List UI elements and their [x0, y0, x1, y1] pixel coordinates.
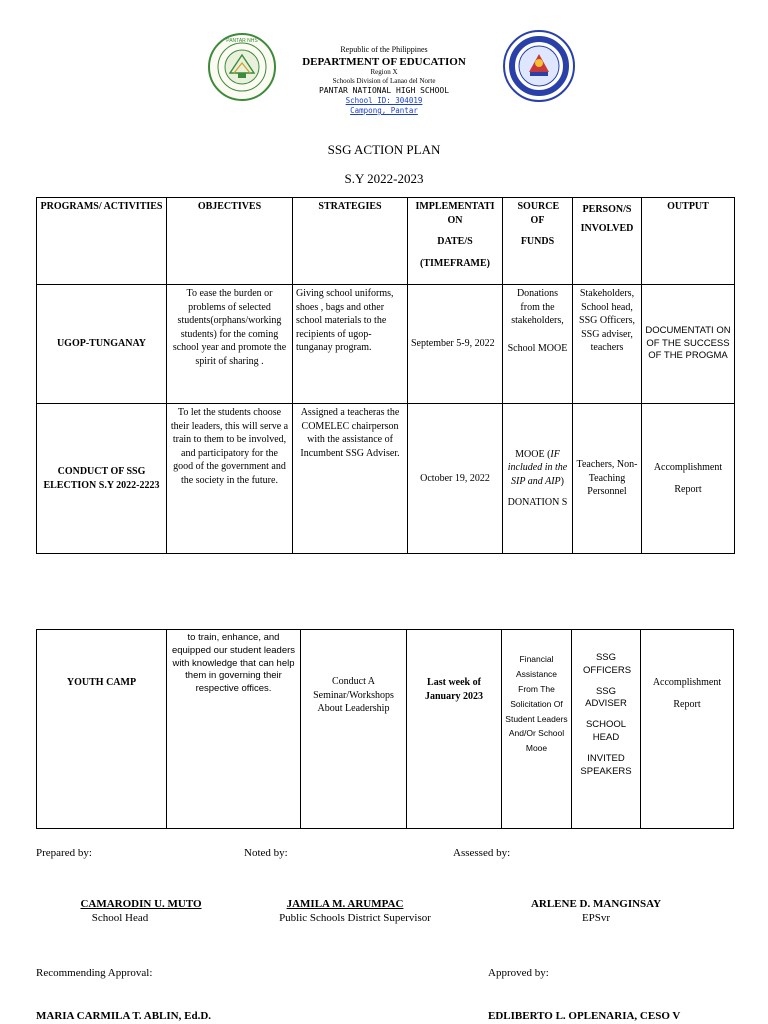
header-school-id[interactable]: School ID: 304019	[345, 96, 423, 105]
recommending-approval-label: Recommending Approval:	[36, 967, 153, 979]
header-region: Region X	[370, 68, 398, 76]
row3-objective: to train, enhance, and equipped our student leaders with knowledge that can help them in governing their respective offices.	[167, 630, 301, 829]
action-plan-table	[36, 197, 735, 554]
row3-strategy: Conduct A Seminar/Workshops About Leadership	[301, 630, 407, 829]
row2-source: MOOE (IF included in the SIP and AIP) DONATION S	[503, 404, 573, 554]
row2-date: October 19, 2022	[408, 404, 503, 554]
signatory-district-supervisor-name: JAMILA M. ARUMPAC	[286, 898, 404, 910]
header-school: PANTAR NATIONAL HIGH SCHOOL	[318, 86, 450, 95]
signatory-district-supervisor-title: Public Schools District Supervisor	[279, 912, 431, 924]
signatory-epsvr-name: ARLENE D. MANGINSAY	[530, 898, 662, 910]
header-implementation: IMPLEMENTATI ON DATE/S (TIMEFRAME)	[408, 198, 503, 285]
row3-date: Last week of January 2023	[407, 630, 502, 829]
svg-text:PANTAR NHS: PANTAR NHS	[226, 38, 258, 44]
header-source-of-funds: SOURCE OF FUNDS	[503, 198, 573, 285]
row1-date: September 5-9, 2022	[408, 285, 503, 404]
signatory-recommending-name: MARIA CARMILA T. ABLIN, Ed.D.	[36, 1010, 212, 1022]
school-year: S.Y 2022-2023	[344, 171, 424, 186]
signatory-school-head-title: School Head	[91, 912, 149, 924]
header-programs: PROGRAMS/ ACTIVITIES	[37, 198, 167, 285]
row3-output: Accomplishment Report	[641, 630, 734, 829]
prepared-by-label: Prepared by:	[36, 847, 92, 859]
row1-source: Donations from the stakeholders, School MOOE	[503, 285, 573, 404]
row3-source: Financial Assistance From The Solicitation Of Student Leaders And/Or School Mooe	[502, 630, 572, 829]
table-row	[37, 630, 734, 829]
header-strategies: STRATEGIES	[293, 198, 408, 285]
header-location[interactable]: Campong, Pantar	[350, 106, 418, 115]
signatory-epsvr-title: EPSvr	[581, 912, 611, 924]
row1-output: DOCUMENTATI ON OF THE SUCCESS OF THE PROGMA	[642, 285, 735, 404]
table-row	[37, 285, 735, 404]
row1-objective: To ease the burden or problems of selected students(orphans/working students) for the coming school year and promote the spirit of sharing .	[167, 285, 293, 404]
table-row	[37, 404, 735, 554]
noted-by-label: Noted by:	[244, 847, 288, 859]
header-persons-involved: PERSON/S INVOLVED	[573, 198, 642, 285]
action-plan-table-continued	[36, 629, 734, 829]
table-header-row	[37, 198, 735, 285]
row1-program: UGOP-TUNGANAY	[37, 285, 167, 404]
header-republic: Republic of the Philippines	[340, 45, 428, 54]
header-output: OUTPUT	[642, 198, 735, 285]
row3-persons: SSG OFFICERS SSG ADVISER SCHOOL HEAD INVITED SPEAKERS	[572, 630, 641, 829]
row2-persons: Teachers, Non-Teaching Personnel	[573, 404, 642, 554]
row2-output: Accomplishment Report	[642, 404, 735, 554]
row1-strategy: Giving school uniforms, shoes , bags and other school materials to the recipients of ugop-tunganay program.	[293, 285, 408, 404]
header-division: Schools Division of Lanao del Norte	[332, 77, 436, 85]
page-title: SSG ACTION PLAN	[327, 142, 441, 157]
header-department: DEPARTMENT OF EDUCATION	[302, 56, 466, 68]
signatory-school-head-name: CAMARODIN U. MUTO	[80, 898, 202, 910]
row2-program: CONDUCT OF SSG ELECTION S.Y 2022-2223	[37, 404, 167, 554]
signatory-approver-name: EDLIBERTO L. OPLENARIA, CESO V	[488, 1010, 681, 1022]
row2-strategy: Assigned a teacheras the COMELEC chairperson with the assistance of Incumbent SSG Adviser.	[293, 404, 408, 554]
approved-by-label: Approved by:	[488, 967, 549, 979]
row1-persons: Stakeholders, School head, SSG Officers, SSG adviser, teachers	[573, 285, 642, 404]
assessed-by-label: Assessed by:	[453, 847, 511, 859]
header-objectives: OBJECTIVES	[167, 198, 293, 285]
row3-program: YOUTH CAMP	[37, 630, 167, 829]
row2-objective: To let the students choose their leaders, this will serve a train to them to be involved, and participatory for the good of the government and the society in the future.	[167, 404, 293, 554]
